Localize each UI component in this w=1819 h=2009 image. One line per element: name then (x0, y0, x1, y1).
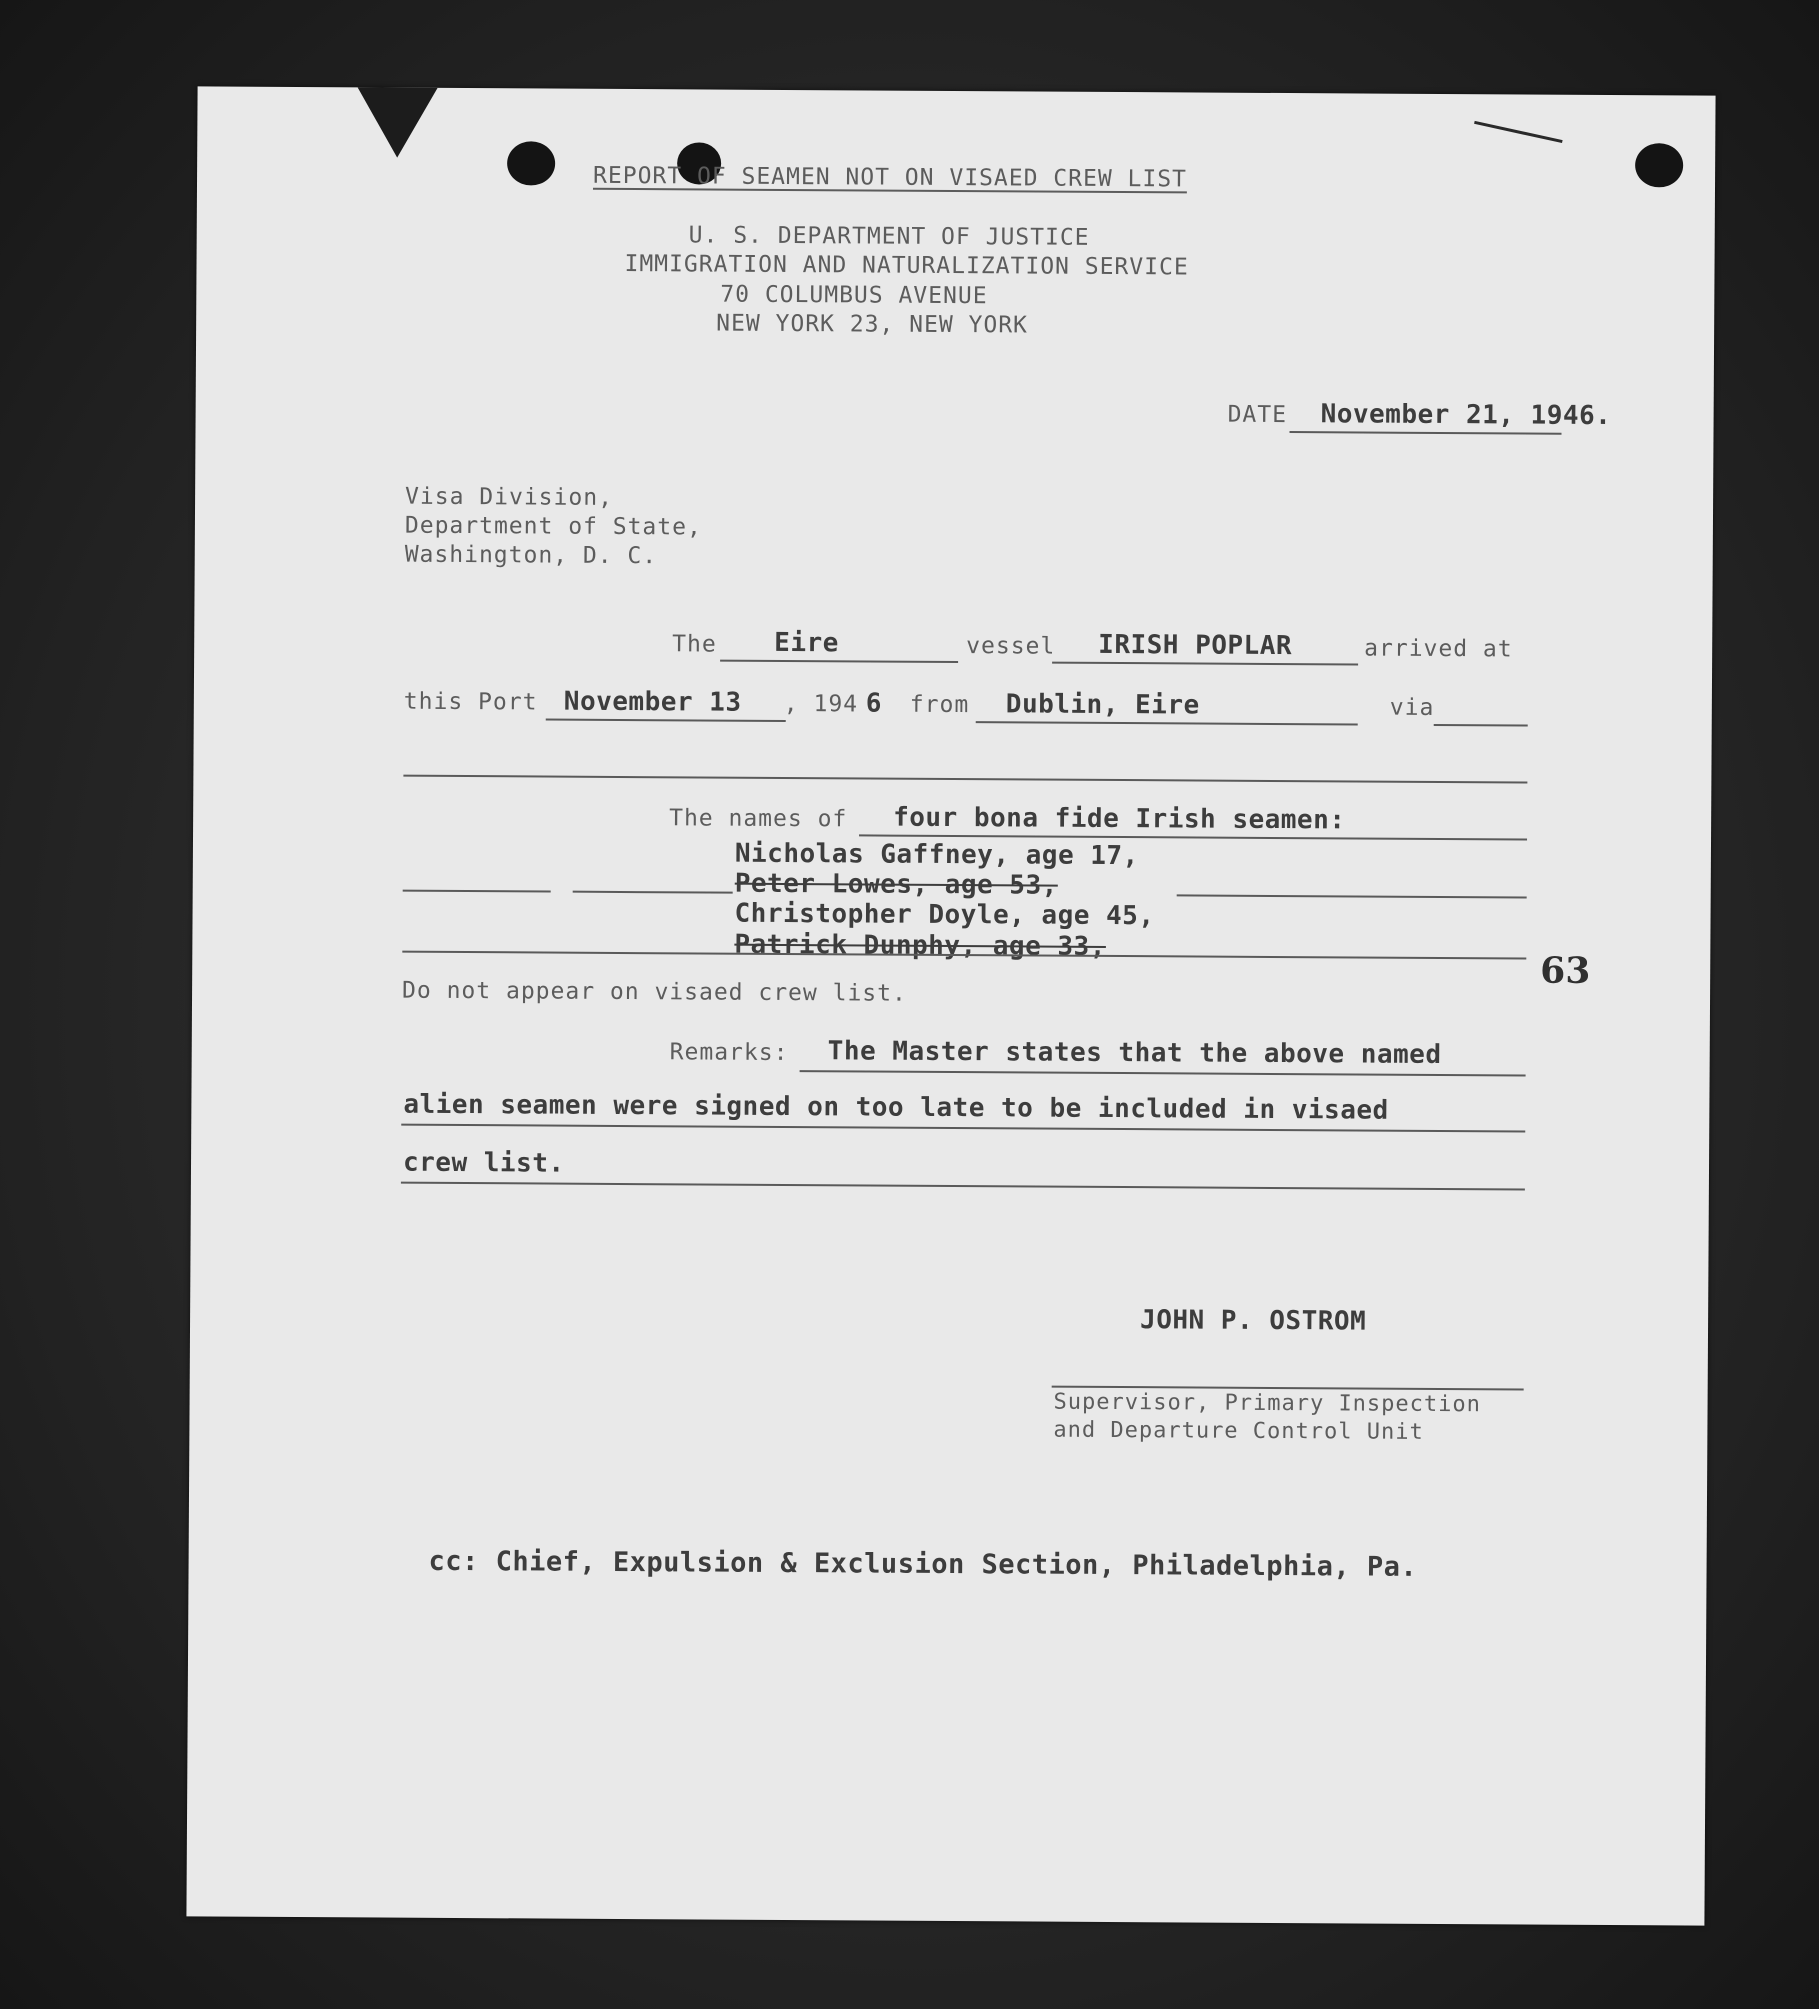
seaman-3: Christopher Doyle, age 45, (734, 898, 1155, 932)
from-place: Dublin, Eire (1005, 689, 1200, 721)
arrived-label: arrived at (1364, 635, 1513, 663)
year-prefix: , 194 (783, 690, 859, 718)
remarks-rule-3 (401, 1182, 1525, 1191)
via-line (1434, 724, 1528, 727)
pencil-mark (1474, 121, 1563, 143)
corner-tear-mark (357, 87, 437, 157)
agency-line-1: U. S. DEPARTMENT OF JUSTICE (688, 222, 1090, 251)
date-value: November 21, 1946. (1320, 399, 1612, 432)
vessel-name-line (1052, 662, 1358, 666)
names-line-2a (403, 890, 551, 893)
names-line-2b (573, 891, 733, 894)
not-appear-text: Do not appear on visaed crew list. (402, 977, 907, 1007)
cc-line: cc: Chief, Expulsion & Exclusion Section, Philadelphia, Pa. (428, 1545, 1418, 1583)
vessel-label: vessel (966, 633, 1056, 660)
addressee-line-3: Washington, D. C. (404, 541, 658, 570)
vessel-nationality: Eire (774, 627, 839, 659)
signer-title-1: Supervisor, Primary Inspection (1053, 1389, 1482, 1418)
vessel-name: IRISH POPLAR (1098, 629, 1293, 662)
punch-hole-right (1635, 143, 1683, 187)
remarks-line-1: The Master states that the above named (827, 1036, 1442, 1070)
agency-line-3: 70 COLUMBUS AVENUE (720, 281, 988, 310)
port-label: this Port (403, 688, 538, 716)
remarks-line-3: crew list. (402, 1147, 565, 1179)
arrival-date-line (546, 719, 786, 722)
via-label: via (1389, 694, 1435, 721)
names-line-2c (1177, 894, 1527, 898)
seaman-2: Peter Lowes, age 53, (734, 868, 1058, 901)
nationality-line (720, 660, 958, 663)
names-intro: four bona fide Irish seamen: (893, 802, 1346, 836)
addressee-line-1: Visa Division, (405, 483, 614, 511)
agency-line-4: NEW YORK 23, NEW YORK (716, 310, 1029, 339)
addressee-line-2: Department of State, (404, 512, 702, 541)
date-line (1290, 431, 1562, 435)
year-digit: 6 (865, 688, 883, 719)
remarks-line-2: alien seamen were signed on too late to be included in visaed (403, 1089, 1389, 1126)
date-label: DATE (1227, 401, 1288, 429)
form-title: REPORT OF SEAMEN NOT ON VISAED CREW LIST (592, 162, 1188, 193)
from-label: from (909, 691, 970, 719)
seaman-1: Nicholas Gaffney, age 17, (734, 838, 1139, 872)
page-number-stamp: 63 (1540, 949, 1591, 992)
remarks-label: Remarks: (669, 1039, 789, 1067)
the-label: The (672, 631, 717, 658)
form-page (186, 86, 1715, 1925)
arrival-date: November 13 (563, 686, 742, 718)
signer-title-2: and Departure Control Unit (1053, 1417, 1424, 1445)
seaman-4: Patrick Dunphy, age 33, (734, 929, 1106, 962)
from-place-line (976, 721, 1358, 725)
signer-name: JOHN P. OSTROM (1139, 1305, 1367, 1337)
blank-line-1 (403, 775, 1527, 784)
remarks-rule-1 (800, 1070, 1526, 1076)
punch-hole-left (507, 141, 555, 185)
names-label: The names of (669, 805, 848, 833)
agency-line-2: IMMIGRATION AND NATURALIZATION SERVICE (624, 250, 1189, 281)
